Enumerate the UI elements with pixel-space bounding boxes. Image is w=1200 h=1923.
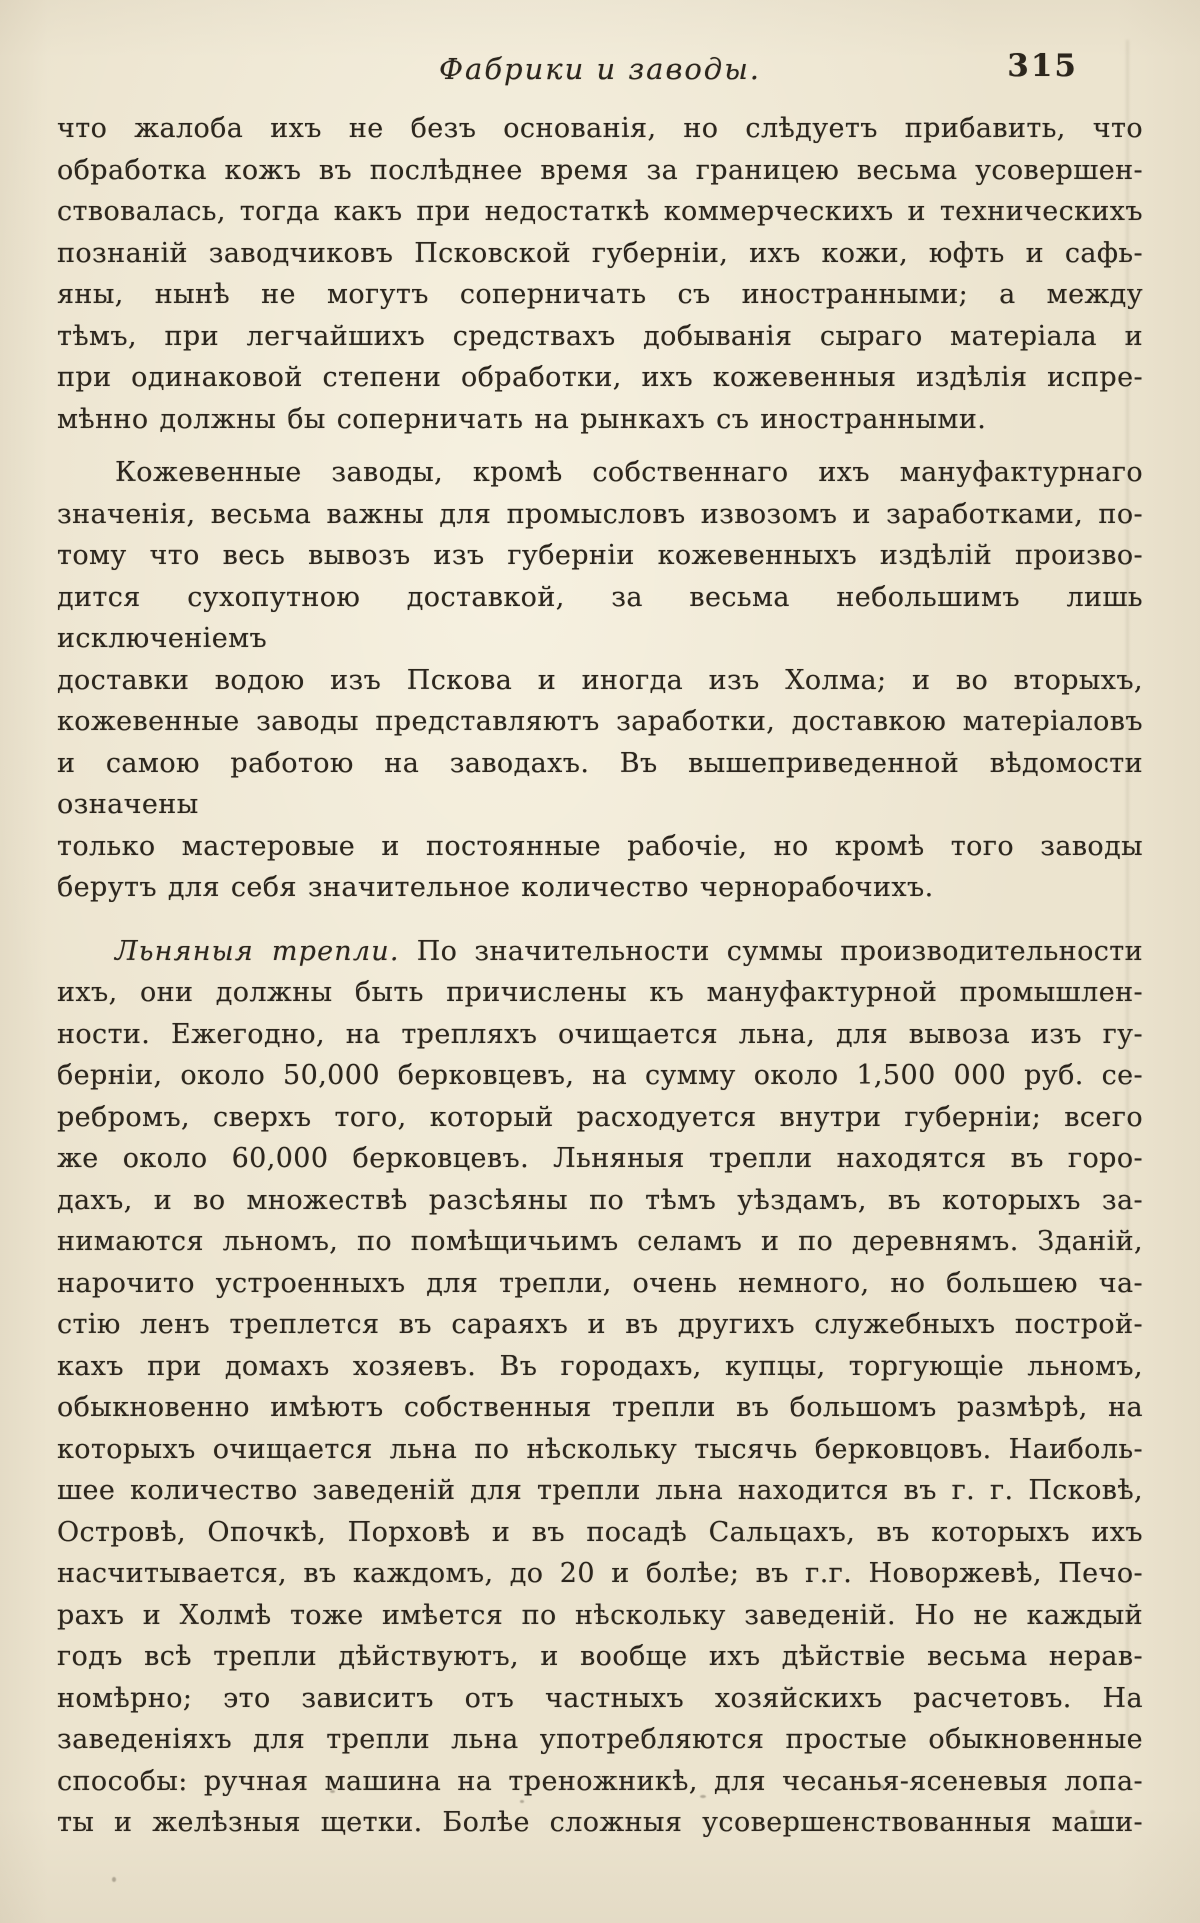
- page-body-text: [57, 108, 1143, 1844]
- text-line: доставки водою изъ Пскова и иногда изъ Холма; и во вторыхъ,: [57, 664, 1143, 696]
- paper-speck: [1090, 1810, 1095, 1814]
- text-line: тѣмъ, при легчайшихъ средствахъ добыванія сыраго матеріала и: [57, 320, 1143, 352]
- text-line: берніи, около 50,000 берковцевъ, на сумму около 1,500 000 руб. се-: [57, 1060, 1143, 1091]
- paragraph: [57, 931, 1143, 1844]
- text-line: при одинаковой степени обработки, ихъ кожевенныя издѣлія испре-: [57, 362, 1143, 393]
- text-line: мѣнно должны бы соперничать на рынкахъ съ иностранными.: [57, 403, 987, 435]
- text-line: Льняныя трепли. По значительности суммы производительности: [115, 935, 1143, 967]
- paper-speck: [112, 1877, 116, 1882]
- paragraph: [57, 452, 1143, 909]
- text-line: нимаются льномъ, по помѣщичьимъ селамъ и по деревнямъ. Зданій,: [57, 1226, 1143, 1257]
- text-line: дится сухопутною доставкой, за весьма небольшимъ лишь исключеніемъ: [57, 581, 1143, 654]
- paper-speck: [700, 1795, 706, 1798]
- text-line: ствовалась, тогда какъ при недостаткѣ коммерческихъ и техническихъ: [57, 196, 1143, 227]
- paragraph: [57, 108, 1143, 440]
- text-line: и самою работою на заводахъ. Въ вышеприведенной вѣдомости означены: [57, 747, 1143, 820]
- text-line: кахъ при домахъ хозяевъ. Въ городахъ, купцы, торгующіе льномъ,: [57, 1350, 1143, 1382]
- text-line: ихъ, они должны быть причислены къ мануфактурной промышлен-: [57, 977, 1143, 1008]
- text-line: обыкновенно имѣютъ собственныя трепли въ большомъ размѣрѣ, на: [57, 1392, 1143, 1423]
- text-line: годъ всѣ трепли дѣйствуютъ, и вообще ихъ дѣйствіе весьма нерав-: [57, 1641, 1143, 1672]
- text-line: обработка кожъ въ послѣднее время за границею весьма усовершен-: [57, 154, 1143, 186]
- text-line: тому что весь вывозъ изъ губерніи кожевенныхъ издѣлій произво-: [57, 540, 1143, 571]
- text-line: Островѣ, Опочкѣ, Порховѣ и въ посадѣ Сальцахъ, въ которыхъ ихъ: [57, 1516, 1143, 1548]
- text-line: рахъ и Холмѣ тоже имѣется по нѣскольку заведеній. Но не каждый: [57, 1599, 1143, 1631]
- text-line: ности. Ежегодно, на трепляхъ очищается льна, для вывоза изъ гу-: [57, 1018, 1143, 1050]
- text-line: которыхъ очищается льна по нѣскольку тысячь берковцовъ. Наиболь-: [57, 1433, 1143, 1465]
- text-line: шее количество заведеній для трепли льна находится въ г. г. Псковѣ,: [57, 1475, 1143, 1506]
- text-line: только мастеровые и постоянные рабочіе, но кромѣ того заводы: [57, 830, 1143, 862]
- text-line: способы: ручная машина на треножникѣ, для чесанья-ясеневыя лопа-: [57, 1765, 1143, 1797]
- text-line: нарочито устроенныхъ для трепли, очень немного, но большею ча-: [57, 1267, 1143, 1299]
- text-line: Кожевенные заводы, кромѣ собственнаго ихъ мануфактурнаго: [115, 457, 1143, 488]
- paper-speck: [880, 1785, 884, 1789]
- text-line: что жалоба ихъ не безъ основанія, но слѣдуетъ прибавить, что: [57, 113, 1143, 144]
- text-line: ребромъ, сверхъ того, который расходуется внутри губерніи; всего: [57, 1101, 1143, 1133]
- text-line: же около 60,000 берковцевъ. Льняныя трепли находятся въ горо-: [57, 1143, 1143, 1174]
- text-line: насчитывается, въ каждомъ, до 20 и болѣе; въ г.г. Новоржевѣ, Печо-: [57, 1558, 1143, 1589]
- text-line: дахъ, и во множествѣ разсѣяны по тѣмъ уѣздамъ, въ которыхъ за-: [57, 1184, 1143, 1216]
- text-line: стію ленъ треплется въ сараяхъ и въ другихъ служебныхъ построй-: [57, 1309, 1143, 1340]
- text-line: кожевенные заводы представляютъ заработки, доставкою матеріаловъ: [57, 706, 1143, 737]
- text-line: познаній заводчиковъ Псковской губерніи, ихъ кожи, юфть и сафь-: [57, 237, 1143, 269]
- text-line: значенія, весьма важны для промысловъ извозомъ и заработками, по-: [57, 498, 1143, 530]
- text-line: яны, нынѣ не могутъ соперничать съ иностранными; а между: [57, 279, 1143, 310]
- section-title-italic: Льняныя трепли.: [115, 935, 400, 967]
- text-line: ты и желѣзныя щетки. Болѣе сложныя усовершенствованныя маши-: [57, 1807, 1143, 1838]
- page-number: 315: [1007, 48, 1078, 84]
- text-line: берутъ для себя значительное количество чернорабочихъ.: [57, 872, 934, 903]
- running-header-title: Фабрики и заводы.: [438, 52, 762, 86]
- text-line: номѣрно; это зависитъ отъ частныхъ хозяйскихъ расчетовъ. На: [57, 1682, 1143, 1714]
- text-line: заведеніяхъ для трепли льна употребляются простые обыкновенные: [57, 1724, 1143, 1755]
- gutter-shadow-streak: [1126, 40, 1129, 1740]
- paper-speck: [330, 1790, 335, 1793]
- paper-speck: [520, 1800, 524, 1803]
